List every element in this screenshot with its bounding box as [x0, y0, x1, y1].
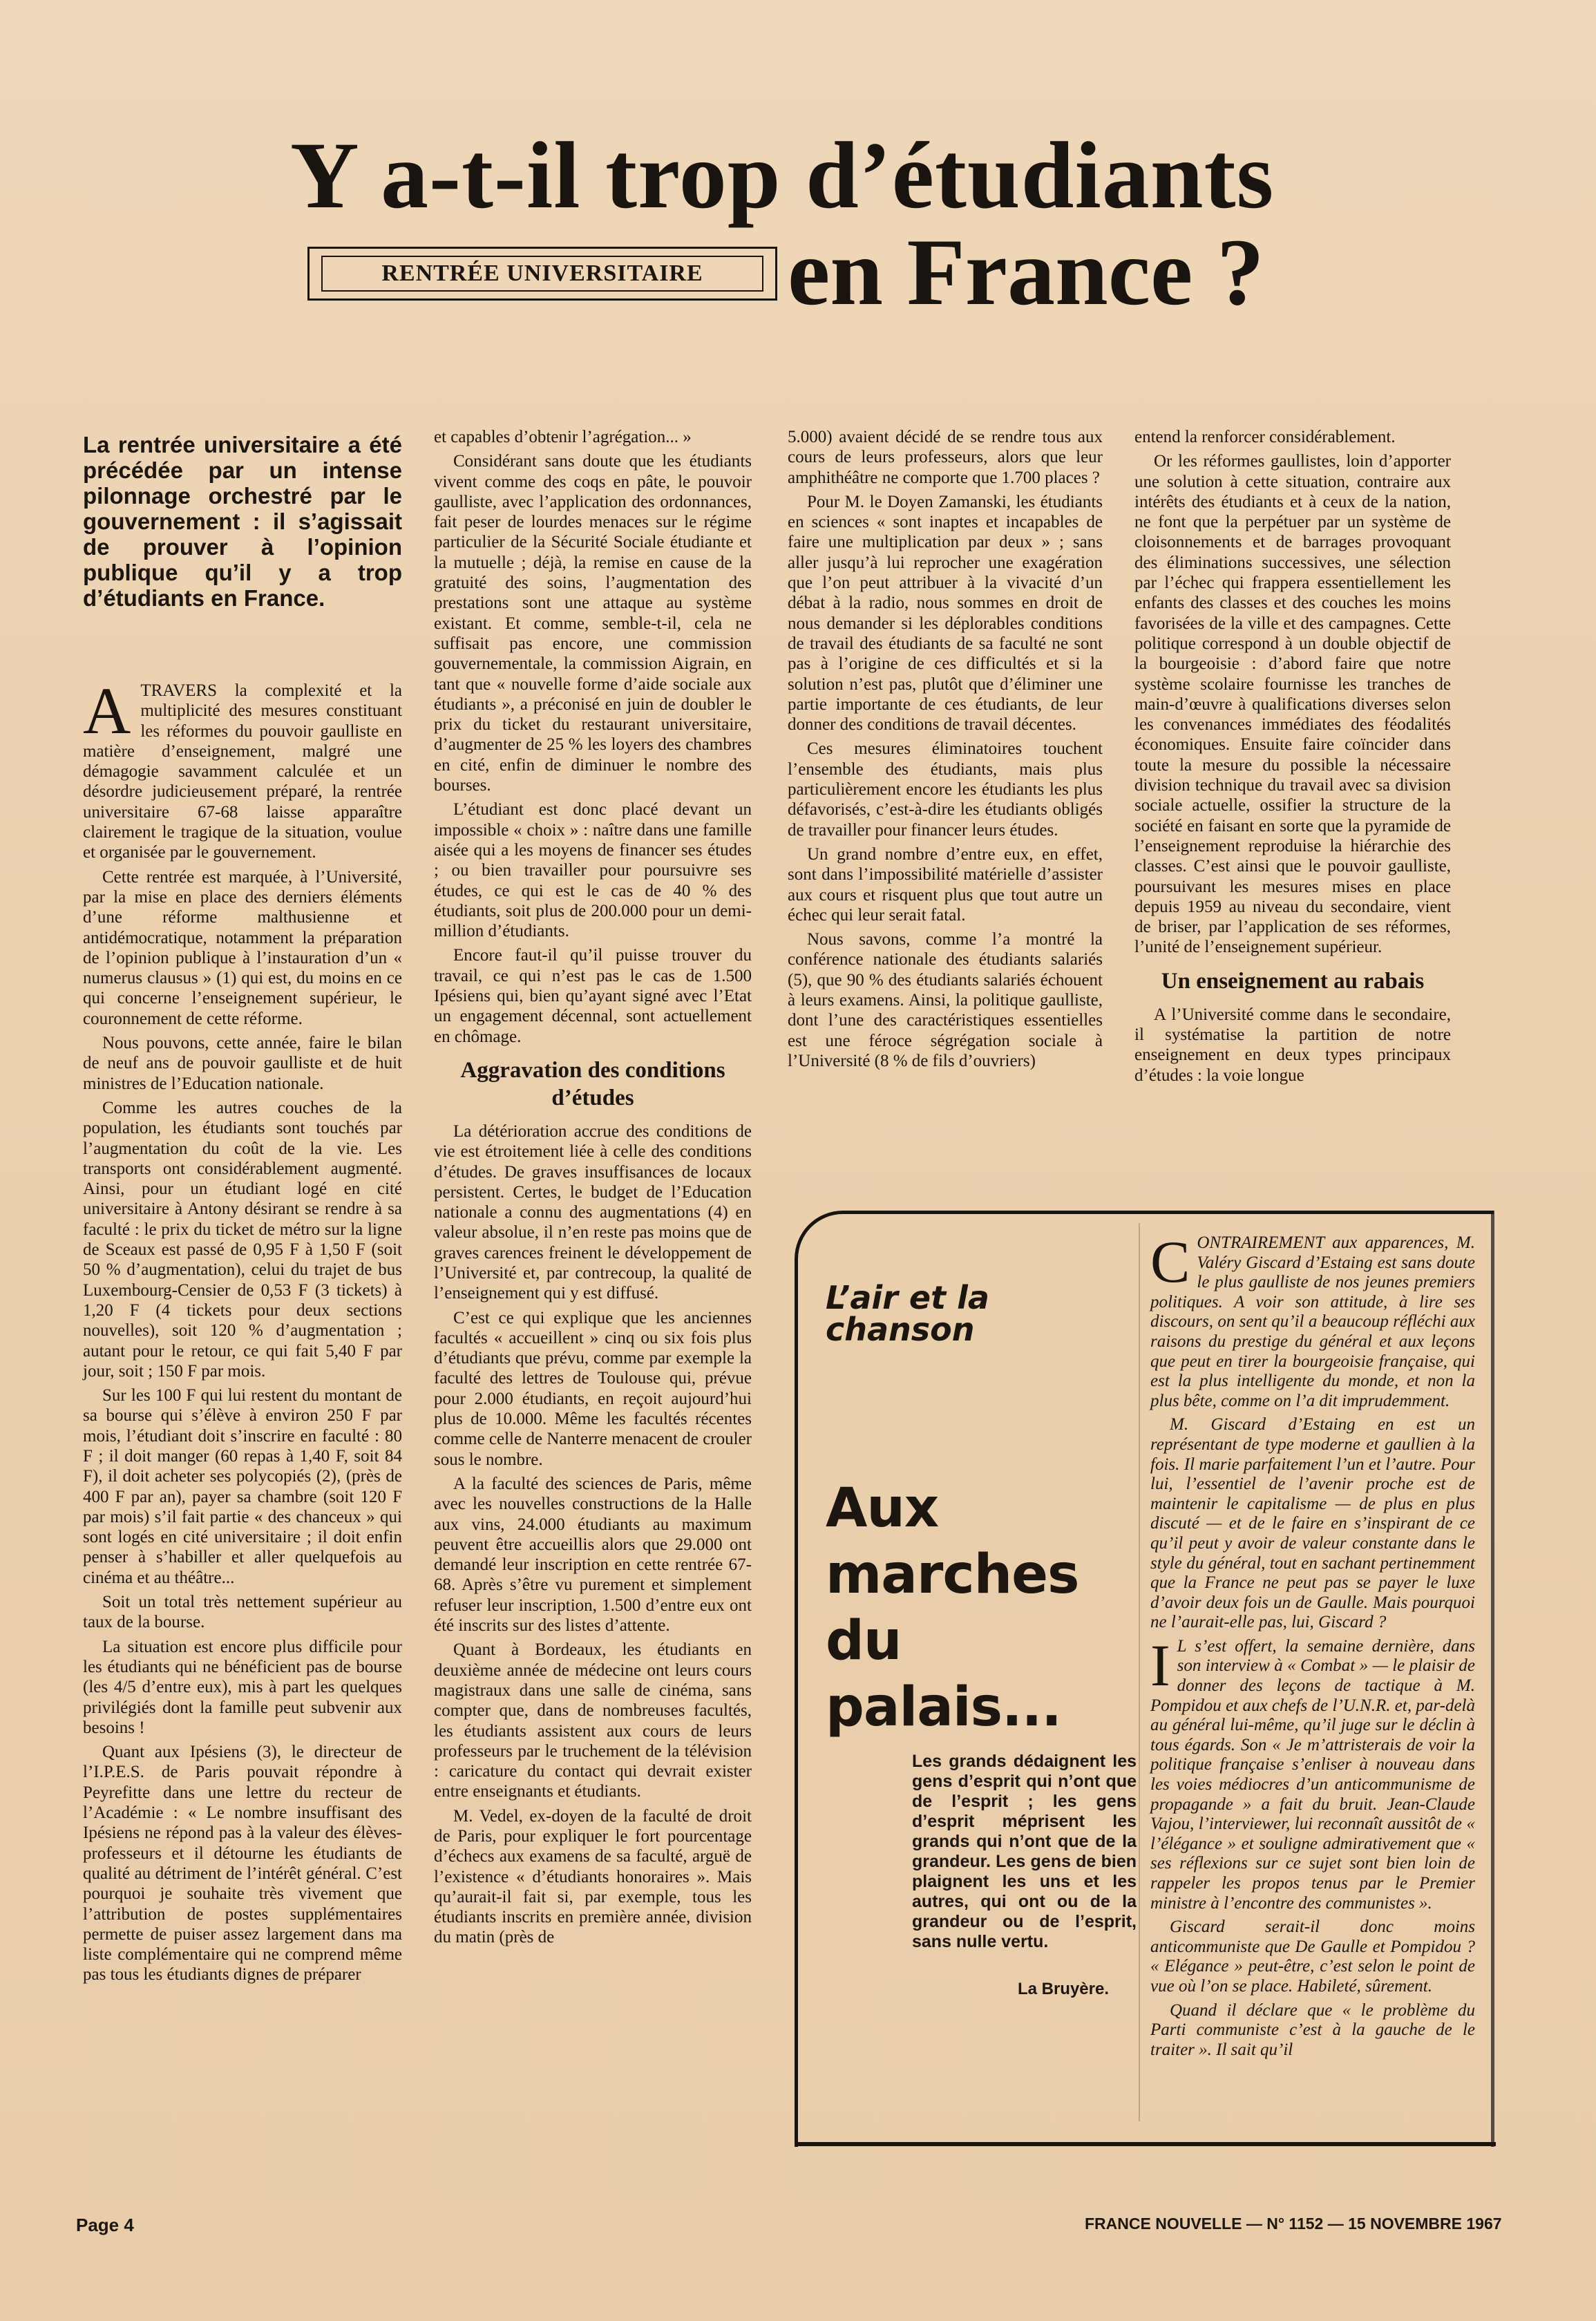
paragraph: M. Giscard d’Estaing en est un représentant de type moderne et gaullien à la fois. Il marie parfaitement l’un et l’autre. Pour lui, l’essentiel de l’avenir proche est de maintenir le capitalisme — de plus en plus discuté — et de le faire en s’inspirant de ce qu’il peut y avoir de valeur constante dans le style du général, tout en sachant pertinemment que la France ne peut pas se payer le luxe d’avoir deux fois un de Gaulle. Mais pourquoi ne l’aurait-elle pas, lui, Giscard ?	[1150, 1415, 1475, 1632]
publication-footer: FRANCE NOUVELLE — N° 1152 — 15 NOVEMBRE 1967	[1085, 2215, 1502, 2233]
article-column-4	[1134, 427, 1451, 1090]
rubric-box	[307, 247, 777, 301]
drop-cap: C	[1150, 1229, 1190, 1295]
paragraph: Quand il déclare que « le problème du Parti communiste c’est à la gauche de le traiter ». Il sait qu’il	[1150, 2000, 1475, 2059]
paragraph: et capables d’obtenir l’agrégation... »	[434, 428, 692, 446]
paragraph: Nous pouvons, cette année, faire le bilan de neuf ans de pouvoir gaulliste et de huit ministres de l’Education nationale.	[83, 1034, 402, 1093]
paragraph: A la faculté des sciences de Paris, même avec les nouvelles constructions de la Halle aux vins, 24.000 étudiants au maximum peuvent être accueillis alors que 29.000 ont demandé leur inscription en cette rentrée 67-68. Après s’être vu purement et simplement refuser leur inscription, 1.500 d’entre eux ont été inscrits sur des listes d’attente.	[434, 1474, 752, 1636]
paragraph: entend la renforcer considérablement.	[1134, 428, 1396, 446]
drop-cap: A	[83, 674, 131, 748]
paragraph: Comme les autres couches de la population, les étudiants sont touchés par l’augmentation du coût de la vie. Les transports ont considérablement augmenté. Ainsi, pour un étudiant logé en cité universitaire à Antony désirant se rendre à sa faculté : le prix du ticket de métro sur la ligne de Sceaux est passé de 0,95 F à 1,50 F (soit 50 % d’augmentation), celui du trajet de bus Luxembourg-Censier de 0,53 F (3 tickets) à 1,20 F (4 tickets pour deux sections nouvelles), soit 120 % d’augmentation ; autant pour le retour, ce qui fait 5,40 F par jour, soit ; 150 F par mois.	[83, 1098, 402, 1381]
sidebar-kicker: L’air et la chanson	[826, 1279, 989, 1348]
paragraph: La situation est encore plus difficile pour les étudiants qui ne bénéficient pas de bourse (les 4/5 d’entre eux), mis à part les quelques privilégiés dont la famille peut subvenir aux besoins !	[83, 1637, 402, 1737]
quote-author: La Bruyère.	[1017, 1980, 1109, 1998]
paragraph: Encore faut-il qu’il puisse trouver du travail, ce qui n’est pas le cas de 1.500 Ipésiens qui, bien qu’ayant signé avec l’Etat un engagement décennal, sont actuellement en chômage.	[434, 946, 752, 1046]
paragraph: L’étudiant est donc placé devant un impossible « choix » : naître dans une famille aisée qui a les moyens de financer ses études ; ou bien travailler pour poursuivre ses études, ce qui est le cas de 40 % des étudiants, soit plus de 200.000 pour un demi-million d’étudiants.	[434, 800, 752, 941]
paragraph: Cette rentrée est marquée, à l’Université, par la mise en place des derniers éléments d’une réforme malthusienne et antidémocratique, notamment la préparation de l’opinion publique à l’instauration d’un « numerus clausus » (1) qui est, du moins en ce qui concerne l’enseignement supérieur, le couronnement de cette réforme.	[83, 867, 402, 1028]
paragraph: C’est ce qui explique que les anciennes facultés « accueillent » cinq ou six fois plus d’étudiants que prévu, comme par exemple la faculté des lettres de Toulouse qui, prévue pour 2.000 étudiants, en reçoit aujourd’hui plus de 10.000. Même les facultés récentes comme celle de Nanterre menacent de crouler sous le nombre.	[434, 1308, 752, 1469]
sidebar-article-text	[1150, 1229, 1475, 2064]
sidebar-box-bottom-rule	[795, 2142, 1496, 2146]
paragraph: Ces mesures éliminatoires touchent l’ensemble des étudiants, mais plus particulièrement encore les étudiants les plus défavorisés, c’est-à-dire les étudiants obligés de travailler pour financer leurs études.	[788, 739, 1103, 840]
article-column-3	[788, 427, 1103, 1075]
paragraph: ATRAVERS la complexité et la multiplicité des mesures constituant les réformes du pouvoir gaulliste en matière d’enseignement, malgré une démagogie savamment calculée et un désordre judicieusement préparé, la rentrée universitaire 67-68 laisse apparaître clairement le tragique de la situation, voulue et organisée par le gouvernement.	[83, 674, 402, 862]
drop-cap: I	[1150, 1631, 1170, 1698]
article-lead: La rentrée universitaire a été précédée par un intense pilonnage orchestré par le gouvernement : il s’agissait de prouver à l’opinion publique qu’il y a trop d’étudiants en France.	[83, 432, 402, 611]
paragraph: Quant à Bordeaux, les étudiants en deuxième année de médecine ont leurs cours magistraux dans une salle de cinéma, sans compter que, dans de nombreuses facultés, les étudiants assistent aux cours de leurs professeurs par le truchement de la télévision : caricature du contact qui devrait exister entre enseignants et étudiants.	[434, 1640, 752, 1801]
paragraph: Un grand nombre d’entre eux, en effet, sont dans l’impossibilité matérielle d’assister aux cours et risquent plus que tout autre un échec qui leur serait fatal.	[788, 844, 1103, 925]
paragraph: Quant aux Ipésiens (3), le directeur de l’I.P.E.S. de Paris pouvait répondre à Peyrefitte dans une lettre du recteur de l’Académie : « Le nombre insuffisant des Ipésiens ne répond pas à la valeur des élèves-professeurs et il détourne les étudiants de qualité au détriment de l’intérêt général. C’est pourquoi je souhaite très vivement que l’attribution de postes supplémentaires permette de puiser assez largement dans ma liste complémentaire qui ne comprend même pas tous les étudiants dignes de préparer	[83, 1743, 402, 1984]
article-column-2	[434, 427, 752, 1952]
section-subheading: Aggravation des conditions d’études	[460, 1057, 725, 1110]
rubric-label: RENTRÉE UNIVERSITAIRE	[321, 256, 763, 292]
page-number: Page 4	[76, 2215, 134, 2235]
paragraph: CONTRAIREMENT aux apparences, M. Valéry Giscard d’Estaing est sans doute le plus gaulliste de nos jeunes premiers politiques. A voir son attitude, à lire ses discours, on sent qu’il a beaucoup réfléchi aux raisons du prestige du général et aux leçons que peut en tirer la bourgeoisie française, qui est la plus intelligente du monde, et non la plus bête, comme on l’a dit imprudemment.	[1150, 1229, 1475, 1410]
paragraph: Pour M. le Doyen Zamanski, les étudiants en sciences « sont inaptes et incapables de faire une multiplication par deux » ; sans aller jusqu’à lui reprocher une exagération que l’on peut attribuer à la vivacité d’un débat à la radio, nous sommes en droit de nous demander si les déplorables conditions de travail des étudiants de sa faculté ne sont pas à l’origine de ces difficultés et si la solution n’est pas, plutôt que d’éliminer une partie importante de ces étudiants, de leur donner des conditions de travail décentes.	[788, 492, 1103, 735]
paragraph: Or les réformes gaullistes, loin d’apporter une solution à cette situation, contraire aux intérêts des étudiants et à ceux de la nation, ne font que la perpétuer par un système de cloisonnements et de barrages provoquant des éliminations successives, une sélection par l’échec qui frappera essentiellement les enfants des classes et des couches les moins favorisées de la ville et des campagnes. Cette politique correspond à un double objectif de la bourgeoisie : d’abord faire que notre système scolaire fournisse les tranches de main-d’œuvre à qualifications diverses selon les convenances immédiates des féodalités économiques. Ensuite faire coïncider dans toute la mesure du possible la nécessaire division technique du travail avec sa division sociale actuelle, ossifier la structure de la société en faisant en sorte que la pyramide de l’enseignement reproduise la hiérarchie des classes. C’est ainsi que le pouvoir gaulliste, poursuivant les mesures mises en place depuis 1959 au niveau du secondaire, vient de briser, par l’application de ses réformes, l’unité de l’enseignement supérieur.	[1134, 452, 1451, 957]
paragraph: M. Vedel, ex-doyen de la faculté de droit de Paris, pour expliquer le fort pourcentage d’échecs aux examens de sa faculté, arguë de l’existence « d’étudiants honoraires ». Mais qu’aurait-il fait si, par exemple, tous les étudiants inscrits en première année, division du matin (près de	[434, 1806, 752, 1947]
sidebar-box-right-edge	[1491, 1211, 1494, 2147]
paragraph: A l’Université comme dans le secondaire, il systématise la partition de notre enseignement en deux types principaux d’études : la voie longue	[1134, 1005, 1451, 1085]
sidebar-quote: Les grands dédaignent les gens d’esprit qui n’ont que de l’esprit ; les gens d’esprit méprisent les grands qui n’ont que de la grandeur. Les gens de bien plaignent les uns et les autres, qui ont ou de la grandeur ou de l’esprit, sans nulle vertu.	[912, 1752, 1137, 1951]
article-column-1	[83, 674, 402, 1989]
headline-line-1: Y a-t-il trop d’étudiants	[290, 122, 1275, 228]
sidebar-headline: Aux marches du palais...	[826, 1477, 1079, 1739]
paragraph: Sur les 100 F qui lui restent du montant de sa bourse qui s’élève à environ 250 F par mois, l’étudiant doit s’inscrire en faculté : 80 F ; il doit manger (60 repas à 1,40 F, soit 84 F), il doit acheter ses polycopiés (2), (près de 400 F par an), payer sa chambre (soit 120 F par mois) s’il fait partie « des chanceux » qui sont logés en cité universitaire ; il doit enfin penser à s’habiller et aller quelquefois au cinéma et au théâtre...	[83, 1386, 402, 1587]
paragraph: Nous savons, comme l’a montré la conférence nationale des étudiants salariés (5), que 90 % des étudiants salariés échouent à leurs examens. Ainsi, la politique gaulliste, dont l’une des caractéristiques essentielles est une féroce ségrégation sociale à l’Université (8 % de fils d’ouvriers)	[788, 930, 1103, 1070]
paragraph: Giscard serait-il donc moins anticommuniste que De Gaulle et Pompidou ? « Elégance » peut-être, c’est selon le point de vue où l’on se place. Habileté, sûrement.	[1150, 1917, 1475, 1996]
paragraph: Soit un total très nettement supérieur au taux de la bourse.	[83, 1593, 402, 1632]
paragraph: I L s’est offert, la semaine dernière, dans son interview à « Combat » — le plaisir de donner des leçons de tactique à M. Pompidou et aux chefs de l’U.N.R. et, par-delà au général lui-même, qu’il juge sur le déclin à tous égards. Son « Je m’attristerais de voir la politique française s’enliser à nouveau dans les voies médiocres d’un anticommunisme de propagande » a fait du bruit. Jean-Claude Vajou, l’interviewer, lui reconnaît aussitôt de « l’élégance » et souligne admirativement que « ses réflexions sur ce sujet sont bien loin de rappeler les propos tenus par le Premier ministre à l’encontre des communistes ».	[1150, 1631, 1475, 1913]
paragraph: Considérant sans doute que les étudiants vivent comme des coqs en pâte, le pouvoir gaulliste, avec l’application des ordonnances, fait peser de lourdes menaces sur le régime particulier de la Sécurité Sociale étudiante et la mutuelle ; déjà, la remise en cause de la gratuité des soins, l’augmentation des prestations sont une attaque au système existant. Et comme, semble-t-il, cela ne suffisait pas encore, une commission gouvernementale, la commission Aigrain, en tant que « nouvelle forme d’aide sociale aux étudiants », a préconisé en juin de doubler le prix du ticket du restaurant universitaire, d’augmenter de 25 % les loyers des chambres en cité, enfin de diminuer le nombre des bourses.	[434, 452, 752, 795]
paragraph: La détérioration accrue des conditions de vie est étroitement liée à celle des conditions d’études. De graves insuffisances de locaux persistent. Certes, le budget de l’Education nationale a connu des augmentations (4) en valeur absolue, il n’en reste pas moins que de graves carences freinent le développement de l’Université et, par contrecoup, la qualité de l’enseignement qui y est diffusé.	[434, 1121, 752, 1303]
paragraph: 5.000) avaient décidé de se rendre tous aux cours de leurs professeurs, alors que leur amphithéâtre ne comporte que 1.700 places ?	[788, 428, 1103, 487]
headline-line-2: en France ?	[788, 219, 1264, 325]
section-subheading: Un enseignement au rabais	[1161, 968, 1425, 994]
